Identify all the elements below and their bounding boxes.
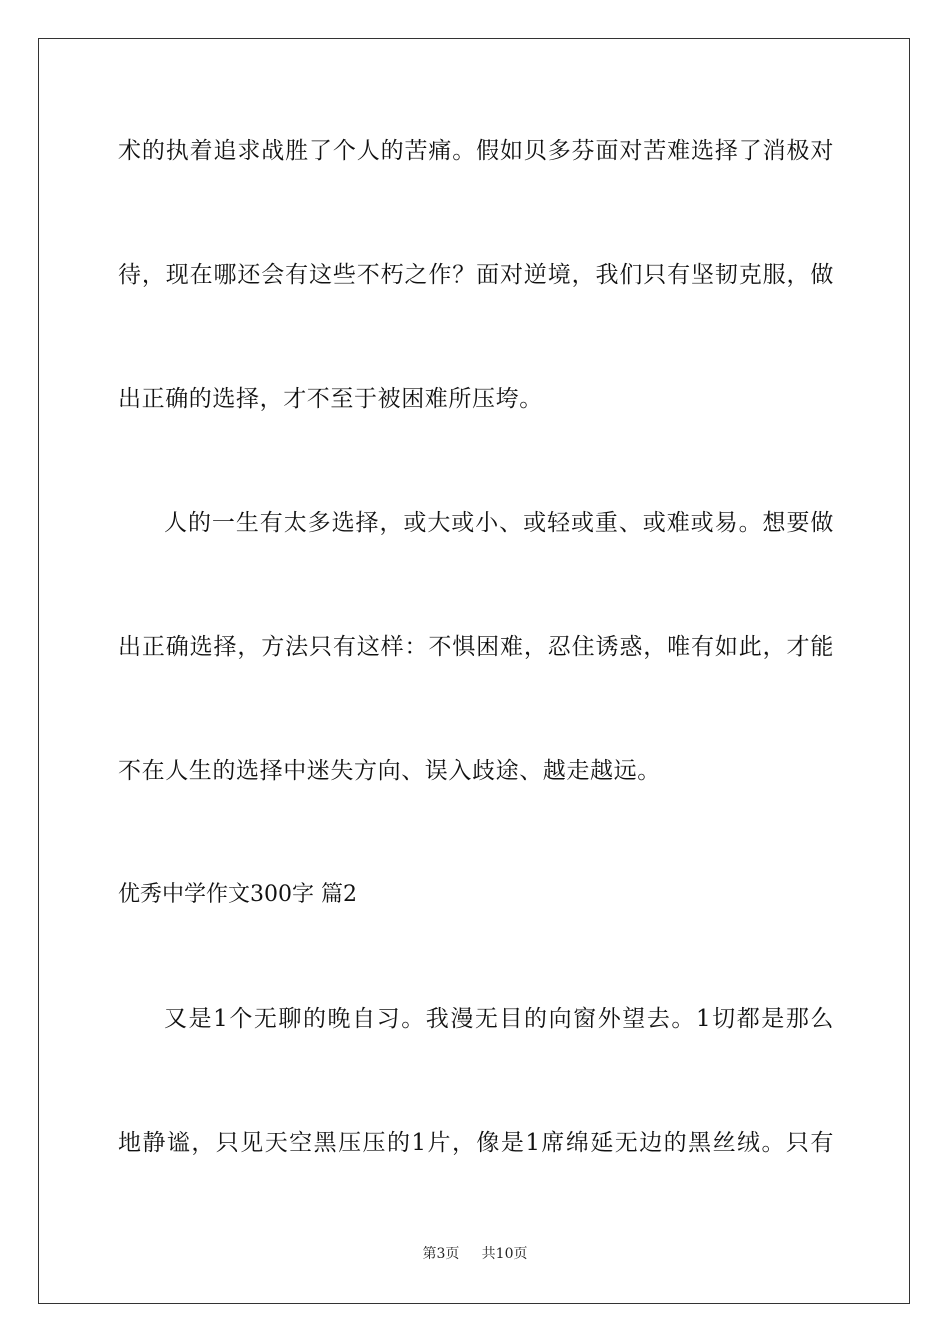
page-footer (0, 1245, 950, 1263)
section-heading: 优秀中学作文300字 篇2 (118, 882, 357, 907)
paragraph-1-line-2: 待，现在哪还会有这些不朽之作？面对逆境，我们只有坚韧克服，做 (118, 262, 834, 288)
page-border (38, 38, 910, 1304)
paragraph-1-line-3: 出正确的选择，才不至于被困难所压垮。 (118, 386, 543, 412)
paragraph-2-line-2: 出正确选择，方法只有这样：不惧困难，忍住诱惑，唯有如此，才能 (118, 634, 834, 660)
paragraph-2-line-3: 不在人生的选择中迷失方向、误入歧途、越走越远。 (118, 758, 661, 784)
paragraph-1-line-1: 术的执着追求战胜了个人的苦痛。假如贝多芬面对苦难选择了消极对 (118, 138, 834, 164)
page-total: 共10页 (481, 1246, 528, 1262)
paragraph-2-line-1: 人的一生有太多选择，或大或小、或轻或重、或难或易。想要做 (164, 510, 834, 536)
paragraph-3-line-1: 又是1个无聊的晚自习。我漫无目的向窗外望去。1切都是那么 (164, 1006, 834, 1032)
paragraph-3-line-2: 地静谧，只见天空黑压压的1片，像是1席绵延无边的黑丝绒。只有 (118, 1130, 834, 1156)
page-number: 第3页 (422, 1246, 460, 1262)
